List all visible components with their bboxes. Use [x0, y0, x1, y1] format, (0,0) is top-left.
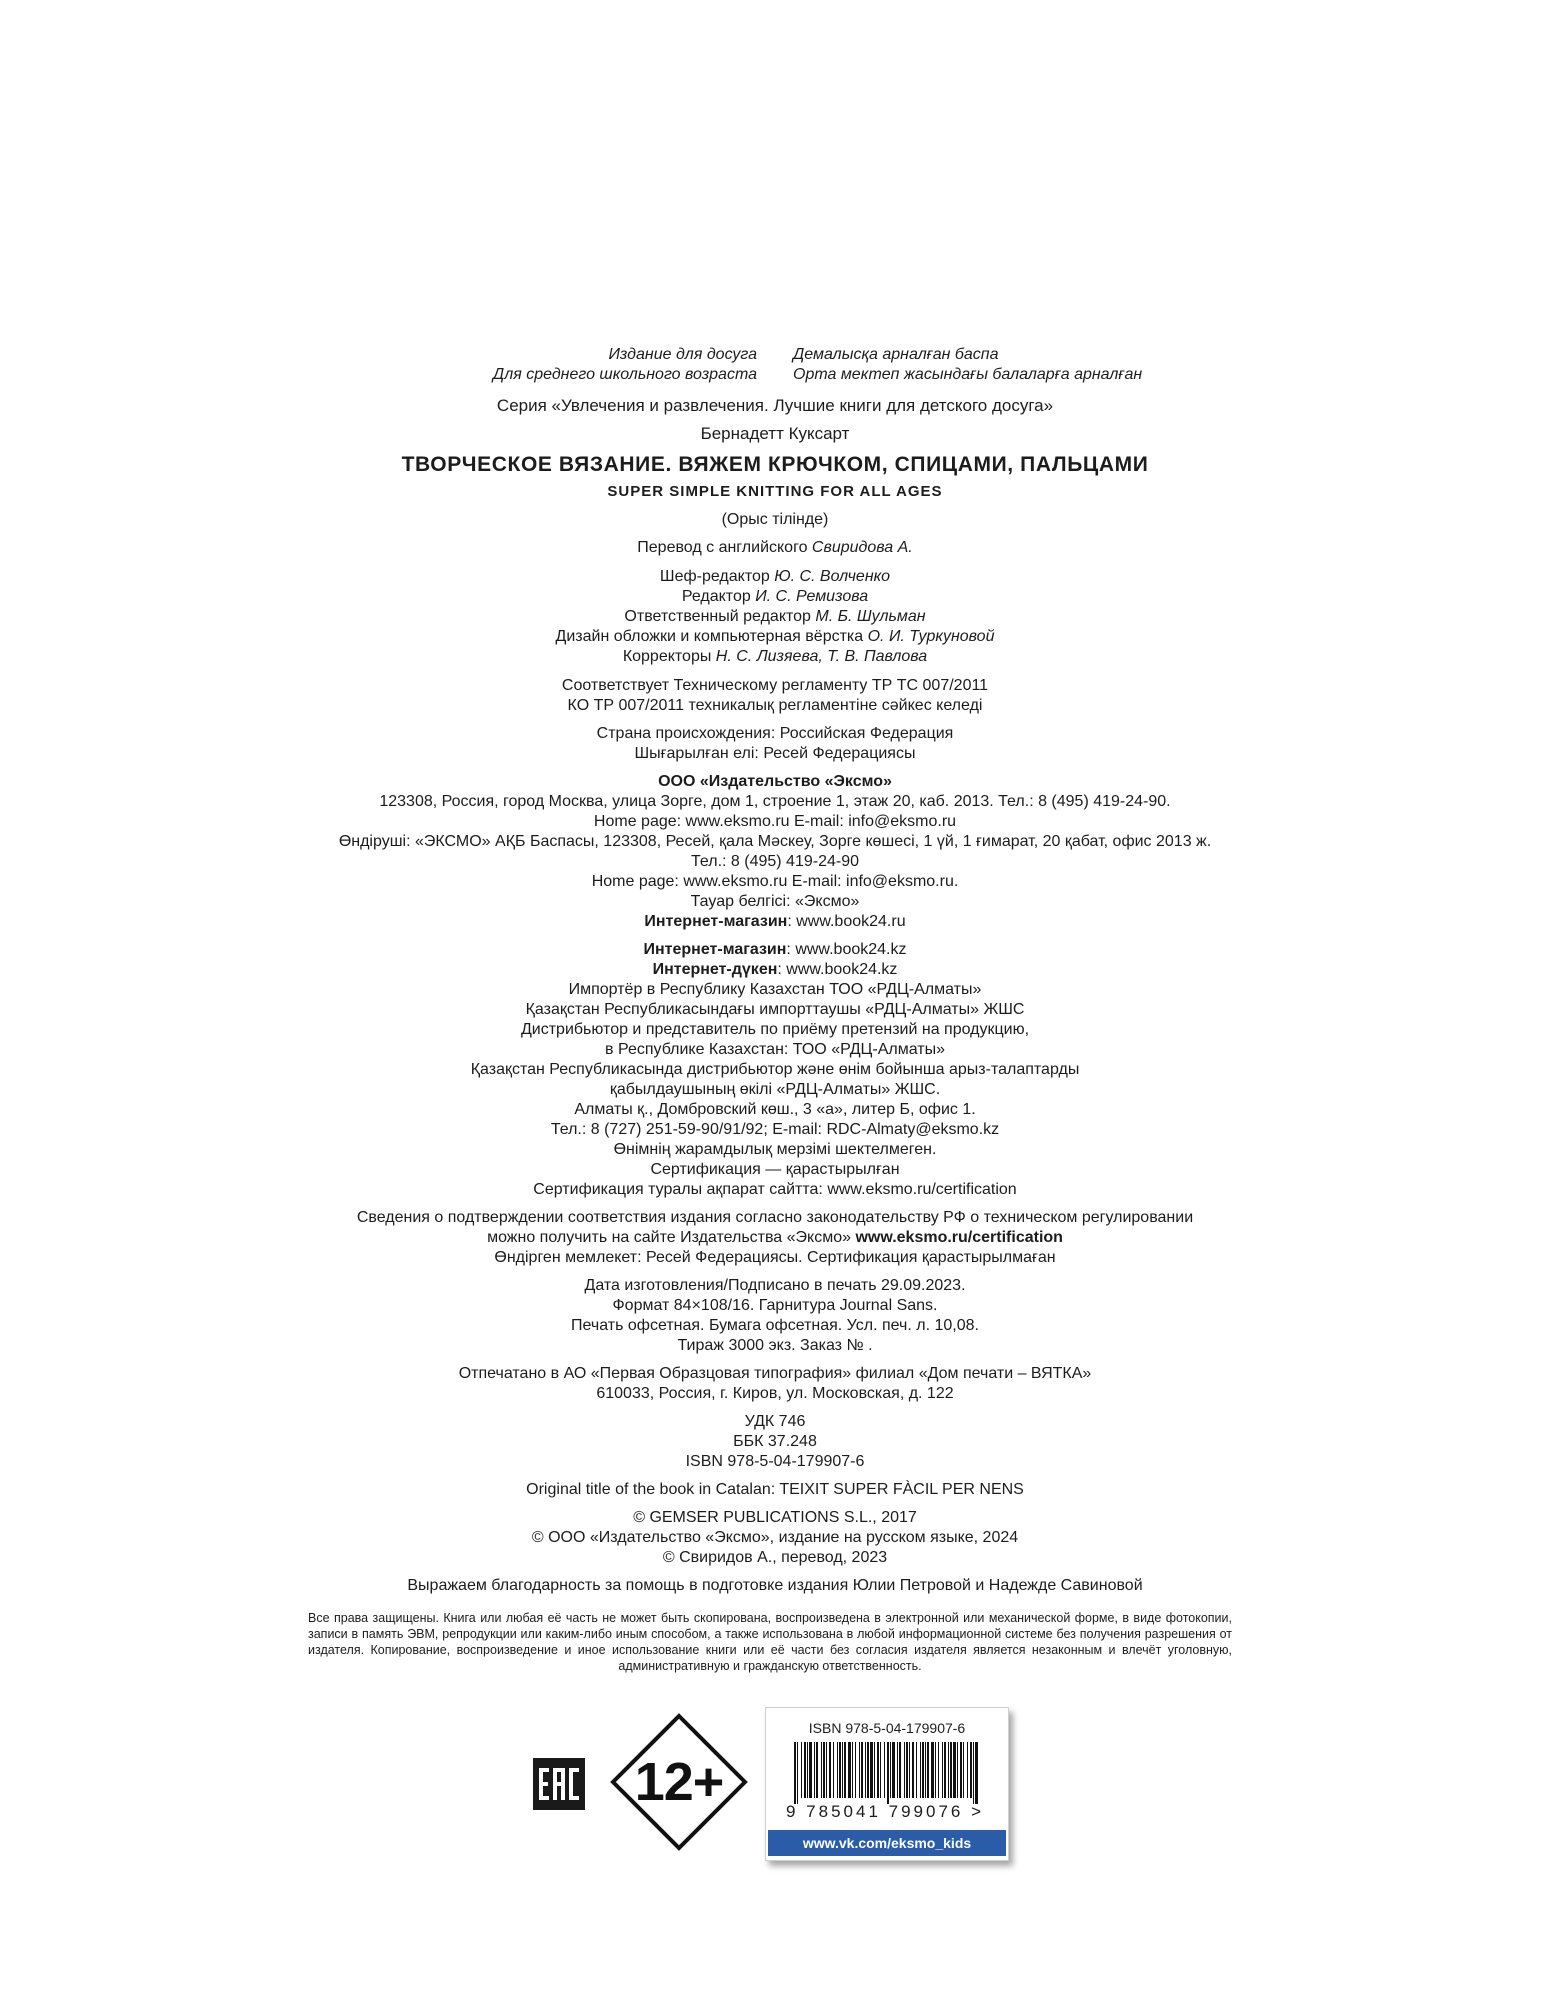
credit-proofreaders: Корректоры Н. С. Лизяева, Т. В. Павлова: [622, 648, 928, 665]
barcode-bar: [935, 1742, 936, 1798]
isbn-barcode-box: [765, 1707, 1009, 1861]
regulation-ru: Соответствует Техническому регламенту ТР ТС 007/2011: [561, 677, 989, 694]
original-title: Original title of the book in Catalan: TEIXIT SUPER FÀCIL PER NENS: [526, 1481, 1024, 1498]
audience-ru-1: Издание для досуга: [608, 346, 757, 363]
barcode-bar: [852, 1742, 853, 1798]
barcode-bar: [865, 1742, 866, 1798]
barcode-icon: [792, 1742, 982, 1804]
barcode-bar: [950, 1742, 952, 1798]
udk: УДК 746: [744, 1413, 806, 1430]
barcode-bar: [944, 1742, 946, 1798]
barcode-bar: [906, 1742, 908, 1798]
translation-line: Перевод с английского Свиридова А.: [637, 539, 913, 556]
age-rating-badge: [610, 1713, 748, 1851]
thanks-line: Выражаем благодарность за помощь в подготовке издания Юлии Петровой и Надежде Савиновой: [407, 1577, 1143, 1594]
barcode-bar: [867, 1742, 869, 1798]
barcode-bar: [839, 1742, 841, 1798]
barcode-bar: [922, 1742, 924, 1798]
regulation-kz: КО ТР 007/2011 техникалық регламентіне сәйкес келеді: [567, 697, 983, 714]
credit-chief-editor: Шеф-редактор Ю. С. Волченко: [659, 568, 891, 585]
social-link[interactable]: www.vk.com/eksmo_kids: [768, 1830, 1006, 1856]
barcode-bar: [957, 1742, 958, 1798]
barcode-bar: [927, 1742, 929, 1798]
barcode-bar: [816, 1742, 818, 1798]
barcode-bar: [807, 1742, 808, 1798]
print-format: Формат 84×108/16. Гарнитура Journal Sans.: [612, 1297, 938, 1314]
barcode-bar: [967, 1742, 968, 1798]
barcode-bar: [804, 1742, 806, 1798]
barcode-bar: [797, 1742, 798, 1804]
barcode-bar: [887, 1742, 889, 1804]
original-subtitle: SUPER SIMPLE KNITTING FOR ALL AGES: [607, 483, 943, 500]
barcode-bar: [892, 1742, 895, 1798]
barcode-digits: 9 785041 799076 >: [786, 1802, 985, 1821]
copyright-3: © Свиридов А., перевод, 2023: [662, 1549, 888, 1566]
barcode-bar: [809, 1742, 812, 1798]
barcode-bar: [925, 1742, 926, 1798]
barcode-bar: [842, 1742, 843, 1798]
kz-line-4: в Республике Казахстан: ТОО «РДЦ-Алматы»: [605, 1041, 945, 1058]
audience-kz-1: Демалысқа арналған баспа: [793, 346, 999, 363]
barcode-bar: [904, 1742, 905, 1798]
publisher-address: 123308, Россия, город Москва, улица Зорге, дом 1, строение 1, этаж 20, каб. 2013. Тел.: 8 (495) 419-24-90.: [379, 793, 1171, 810]
copyright-2: © ООО «Издательство «Эксмо», издание на русском языке, 2024: [531, 1529, 1019, 1546]
series-line: Серия «Увлечения и развлечения. Лучшие книги для детского досуга»: [496, 396, 1054, 415]
barcode-bar: [973, 1742, 974, 1804]
barcode-bar: [848, 1742, 851, 1798]
kz-line-9: Өнімнің жарамдылық мерзімі шектелмеген.: [613, 1141, 937, 1158]
barcode-bar: [970, 1742, 972, 1798]
credit-responsible-editor: Ответственный редактор М. Б. Шульман: [624, 608, 926, 625]
barcode-bar: [861, 1742, 863, 1798]
language-note: (Орыс тілінде): [721, 511, 829, 528]
origin-ru: Страна происхождения: Российская Федерация: [596, 725, 954, 742]
print-date: Дата изготовления/Подписано в печать 29.09.2023.: [584, 1277, 966, 1294]
barcode-bar: [829, 1742, 831, 1798]
barcode-bar: [899, 1742, 901, 1798]
publisher-web: Home page: www.eksmo.ru E-mail: info@eksmo.ru: [593, 813, 957, 830]
manufacturer-kz: Өндіруші: «ЭКСМО» АҚБ Баспасы, 123308, Ресей, қала Мәскеу, Зорге көшесі, 1 үй, 1 ғимарат, 20 қабат, офис 2013 ж.: [338, 833, 1212, 850]
barcode-bar: [953, 1742, 956, 1798]
barcode-bar: [855, 1742, 856, 1798]
barcode-bar: [942, 1742, 943, 1798]
author: Бернадетт Куксарт: [700, 424, 850, 443]
barcode-bar: [837, 1742, 838, 1798]
barcode-bar: [794, 1742, 796, 1804]
kz-line-8: Тел.: 8 (727) 251-59-90/91/92; E-mail: RDC-Almaty@eksmo.kz: [550, 1121, 1000, 1138]
eac-mark: [533, 1758, 585, 1810]
shop-ru: Интернет-магазин: www.book24.ru: [644, 913, 906, 930]
barcode-bar: [859, 1742, 860, 1798]
confirmation-line-1: Сведения о подтверждении соответствия издания согласно законодательству РФ о техническом регулировании: [356, 1209, 1194, 1226]
kz-line-3: Дистрибьютор и представитель по приёму претензий на продукцию,: [520, 1021, 1030, 1038]
kz-line-11: Сертификация туралы ақпарат сайтта: www.eksmo.ru/certification: [533, 1181, 1017, 1198]
kz-line-7: Алматы қ., Домбровский көш., 3 «а», литер Б, офис 1.: [574, 1101, 976, 1118]
barcode-bar: [948, 1742, 949, 1798]
barcode-bar: [912, 1742, 914, 1798]
credit-editor: Редактор И. С. Ремизова: [681, 588, 869, 605]
audience-kz-2: Орта мектеп жасындағы балаларға арналған: [793, 366, 1143, 383]
origin-kz: Шығарылған елі: Ресей Федерациясы: [634, 745, 916, 762]
manufacturer-web: Home page: www.eksmo.ru E-mail: info@eksmo.ru.: [591, 873, 959, 890]
barcode-bar: [916, 1742, 917, 1798]
publisher-name: ООО «Издательство «Эксмо»: [658, 773, 892, 790]
barcode-bar: [821, 1742, 822, 1798]
legal-notice: Все права защищены. Книга или любая её часть не может быть скопирована, воспроизведена в электронной или механической форме, в виде фотокопии, записи в память ЭВМ, репродукции или каким-либо иным способом, а также использована в любой информационной системе без получения разрешения от издателя. Копирование, воспроизведение и иное использование книги или её части без согласия издателя является незаконным и влечёт уголовную, административную и гражданскую ответственность.: [308, 1611, 1232, 1673]
shop-kz: Интернет-магазин: www.book24.kz: [643, 941, 907, 958]
kz-line-1: Импортёр в Республику Казахстан ТОО «РДЦ-Алматы»: [568, 981, 982, 998]
printer-address: 610033, Россия, г. Киров, ул. Московская, д. 122: [596, 1385, 954, 1402]
barcode-bar: [897, 1742, 898, 1798]
kz-line-10: Сертификация — қарастырылған: [650, 1161, 900, 1178]
barcode-bar: [920, 1742, 921, 1798]
trademark: Тауар белгісі: «Эксмо»: [690, 893, 860, 910]
barcode-bar: [975, 1742, 978, 1804]
audience-block: [0, 345, 1550, 389]
barcode-bar: [890, 1742, 891, 1798]
barcode-bar: [814, 1742, 815, 1798]
confirmation-line-2: можно получить на сайте Издательства «Эксмо» www.eksmo.ru/certification: [487, 1229, 1063, 1246]
age-rating-text: 12+: [634, 1752, 724, 1812]
book-title: ТВОРЧЕСКОЕ ВЯЗАНИЕ. ВЯЖЕМ КРЮЧКОМ, СПИЦАМИ, ПАЛЬЦАМИ: [401, 453, 1149, 476]
shop-kz-2: Интернет-дүкен: www.book24.kz: [652, 961, 898, 978]
confirmation-line-3: Өндірген мемлекет: Ресей Федерациясы. Сертификация қарастырылмаған: [494, 1249, 1056, 1266]
credit-design: Дизайн обложки и компьютерная вёрстка О. И. Туркуновой: [555, 628, 995, 645]
manufacturer-phone: Тел.: 8 (495) 419-24-90: [691, 853, 859, 870]
print-run: Тираж 3000 экз. Заказ № .: [677, 1337, 873, 1354]
barcode-bar: [826, 1742, 827, 1798]
barcode-bar: [960, 1742, 962, 1798]
kz-line-5: Қазақстан Республикасында дистрибьютор және өнім бойынша арыз-талаптарды: [470, 1061, 1080, 1078]
barcode-bar: [931, 1742, 934, 1798]
print-method: Печать офсетная. Бумага офсетная. Усл. печ. л. 10,08.: [571, 1317, 979, 1334]
kz-line-6: қабылдаушының өкілі «РДЦ-Алматы» ЖШС.: [609, 1081, 941, 1098]
barcode-bar: [833, 1742, 834, 1798]
kz-line-2: Қазақстан Республикасындағы импорттаушы «РДЦ-Алматы» ЖШС: [525, 1001, 1025, 1018]
bbk: ББК 37.248: [733, 1433, 817, 1450]
barcode-bar: [874, 1742, 875, 1798]
barcode-bar: [963, 1742, 964, 1798]
printer-name: Отпечатано в АО «Первая Образцовая типография» филиал «Дом печати – ВЯТКА»: [458, 1365, 1092, 1382]
barcode-bar: [870, 1742, 873, 1798]
barcode-bar: [877, 1742, 879, 1798]
eac-icon: [533, 1758, 585, 1810]
barcode-bar: [823, 1742, 825, 1798]
isbn-barcode-label: ISBN 978-5-04-179907-6: [808, 1720, 966, 1736]
barcode-bar: [801, 1742, 802, 1798]
barcode-bar: [884, 1742, 885, 1798]
audience-ru-2: Для среднего школьного возраста: [492, 366, 757, 383]
barcode-bar: [844, 1742, 846, 1798]
barcode-bar: [880, 1742, 881, 1798]
isbn-text: ISBN 978-5-04-179907-6: [685, 1453, 865, 1470]
copyright-1: © GEMSER PUBLICATIONS S.L., 2017: [633, 1509, 917, 1526]
barcode-bar: [938, 1742, 939, 1798]
barcode-bar: [909, 1742, 910, 1798]
